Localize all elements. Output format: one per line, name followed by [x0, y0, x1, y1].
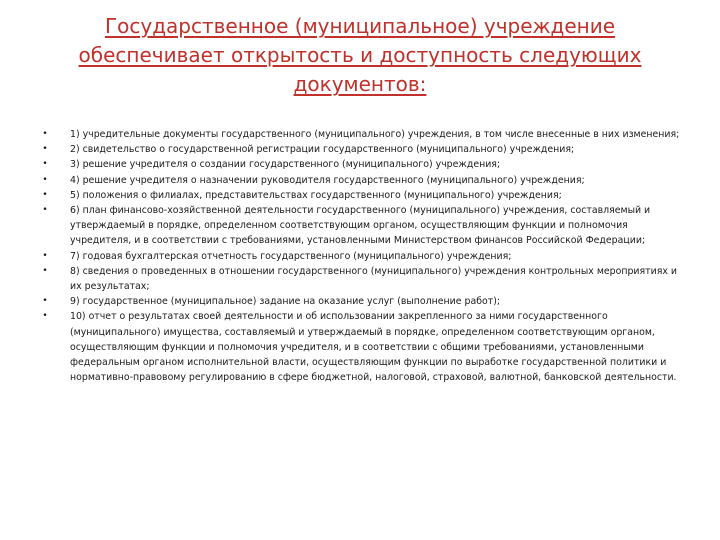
list-item-text: 9) государственное (муниципальное) задание на оказание услуг (выполнение работ); [70, 296, 501, 308]
list-item [40, 309, 680, 385]
list-item-text: 1) учредительные документы государственного (муниципального) учреждения, в том числе внесенные в них изменения; [70, 129, 680, 140]
list-item [40, 173, 680, 188]
title-line-1: Государственное (муниципальное) учреждение [104, 14, 616, 38]
list-item-text: 6) план финансово-хозяйственной деятельности государственного (муниципального) учреждения, составляемый и утверждаемый в порядке, определенном соответствующим органом, осуществляющим функции и полномочия учредителя, и в соответствии с требованиями, установленными Министерством финансов Российской Федерации; [70, 205, 651, 247]
bullet-icon: • [42, 265, 48, 276]
list-item-text: 5) положения о филиалах, представительствах государственного (муниципального) учреждения; [70, 189, 562, 201]
list-item-text: 3) решение учредителя о создании государственного (муниципального) учреждения; [70, 159, 501, 171]
bullet-icon: • [42, 159, 48, 170]
title-line-3: документов: [293, 72, 427, 96]
bullet-icon: • [42, 296, 48, 307]
bullet-icon: • [42, 311, 48, 322]
bullet-icon: • [42, 174, 48, 185]
list-item [40, 249, 680, 264]
document-list [40, 127, 680, 385]
list-item [40, 188, 680, 203]
list-item-text: 2) свидетельство о государственной регистрации государственного (муниципального) учреждения; [70, 144, 575, 156]
list-item-text: 10) отчет о результатах своей деятельности и об использовании закрепленного за ними государственного (муниципального) имущества, составляемый и утверждаемый в порядке, определенном соответствующим органом, осуществляющим функции и полномочия учредителя, и в соответствии с общими требованиями, установленными федеральным органом исполнительной власти, осуществляющим функции по выработке государственной политики и нормативно-правовому регулированию в сфере бюджетной, налоговой, страховой, валютной, банковской деятельности. [70, 311, 677, 384]
list-item [40, 127, 680, 142]
list-item [40, 264, 680, 294]
list-item [40, 142, 680, 157]
bullet-icon: • [42, 129, 48, 139]
list-item [40, 294, 680, 309]
list-item-text: 8) сведения о проведенных в отношении государственного (муниципального) учреждения контрольных мероприятиях и их результатах; [70, 265, 677, 293]
slide-title [60, 12, 660, 99]
title-line-2: обеспечивает открытость и доступность следующих [78, 43, 642, 67]
bullet-icon: • [42, 205, 48, 216]
bullet-icon: • [42, 144, 48, 155]
bullet-icon: • [42, 189, 48, 200]
list-item [40, 203, 680, 249]
list-item-text: 7) годовая бухгалтерская отчетность государственного (муниципального) учреждения; [70, 250, 512, 262]
list-item [40, 157, 680, 172]
list-item-text: 4) решение учредителя о назначении руководителя государственного (муниципального) учреждения; [70, 174, 585, 186]
bullet-icon: • [42, 250, 48, 261]
